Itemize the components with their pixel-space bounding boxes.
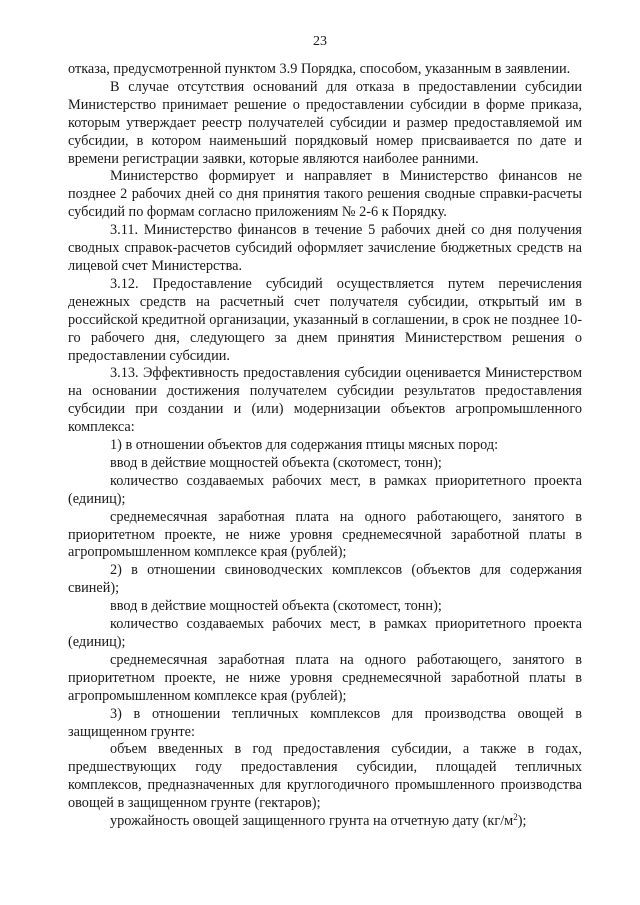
- list-item-capacity: ввод в действие мощностей объекта (скотомест, тонн);: [110, 454, 442, 471]
- list-item-greenhouse-area: объем введенных в год предоставления субсидии, а также в годах, предшествующих году предоставления субсидии, площадей тепличных комплексов, предназначенных для круглогодичного промышленного производства овощей в защищенном грунте (гектаров);: [68, 741, 582, 812]
- list-item-salary: среднемесячная заработная плата на одного работающего, занятого в приоритетном проекте, не ниже уровня среднемесячной заработной платы в агропромышленном комплексе края (рублей);: [68, 651, 582, 704]
- paragraph-registry-decision: В случае отсутствия оснований для отказа в предоставлении субсидии Министерство принимает решение о предоставлении субсидии в форме приказа, которым утверждает реестр получателей субсидии и размер предоставляемой им субсидии, в котором наименьший порядковый номер присваивается по дате и времени регистрации заявки, которые являются наиболее ранними.: [68, 78, 582, 167]
- paragraph-3-11: 3.11. Министерство финансов в течение 5 рабочих дней со дня получения сводных справок-расчетов субсидий оформляет зачисление бюджетных средств на лицевой счет Министерства.: [68, 222, 582, 274]
- paragraph-3-13: 3.13. Эффективность предоставления субсидии оценивается Министерством на основании достижения получателем субсидии результатов предоставления субсидии при создании и (или) модернизации объектов агропромышленного комплекса:: [68, 365, 582, 436]
- list-item-jobs: количество создаваемых рабочих мест, в рамках приоритетного проекта (единиц);: [68, 616, 582, 650]
- list-item-yield: [68, 813, 582, 831]
- document-body: [68, 61, 582, 831]
- list-item-salary: среднемесячная заработная плата на одного работающего, занятого в приоритетном проекте, не ниже уровня среднемесячной заработной платы в агропромышленном комплексе края (рублей);: [68, 508, 582, 561]
- yield-suffix: );: [517, 813, 527, 830]
- list-item-jobs: количество создаваемых рабочих мест, в рамках приоритетного проекта (единиц);: [68, 472, 582, 507]
- yield-superscript: 2: [513, 812, 518, 823]
- paragraph-3-12: 3.12. Предоставление субсидий осуществляется путем перечисления денежных средств на расчетный счет получателя субсидии, открытый им в российской кредитной организации, указанный в соглашении, в срок не позднее 10-го рабочего дня, следующего за днем принятия Министерством решения о предоставлении субсидии.: [68, 275, 582, 364]
- list-item-pig-complexes: 2) в отношении свиноводческих комплексов (объектов для содержания свиней);: [68, 562, 582, 597]
- list-item-greenhouses: 3) в отношении тепличных комплексов для производства овощей в защищенном грунте:: [68, 705, 582, 740]
- paragraph-continuation: отказа, предусмотренной пунктом 3.9 Порядка, способом, указанным в заявлении.: [68, 61, 571, 77]
- list-item-capacity: ввод в действие мощностей объекта (скотомест, тонн);: [110, 598, 442, 615]
- paragraph-ministry-finance-forms: Министерство формирует и направляет в Министерство финансов не позднее 2 рабочих дней со дня принятия такого решения сводные справки-расчеты субсидий по формам согласно приложениям № 2-6 к Порядку.: [68, 168, 582, 221]
- list-item-poultry: 1) в отношении объектов для содержания птицы мясных пород:: [110, 437, 499, 454]
- yield-text: урожайность овощей защищенного грунта на отчетную дату (кг/м: [110, 813, 514, 830]
- page-number: 23: [313, 34, 327, 49]
